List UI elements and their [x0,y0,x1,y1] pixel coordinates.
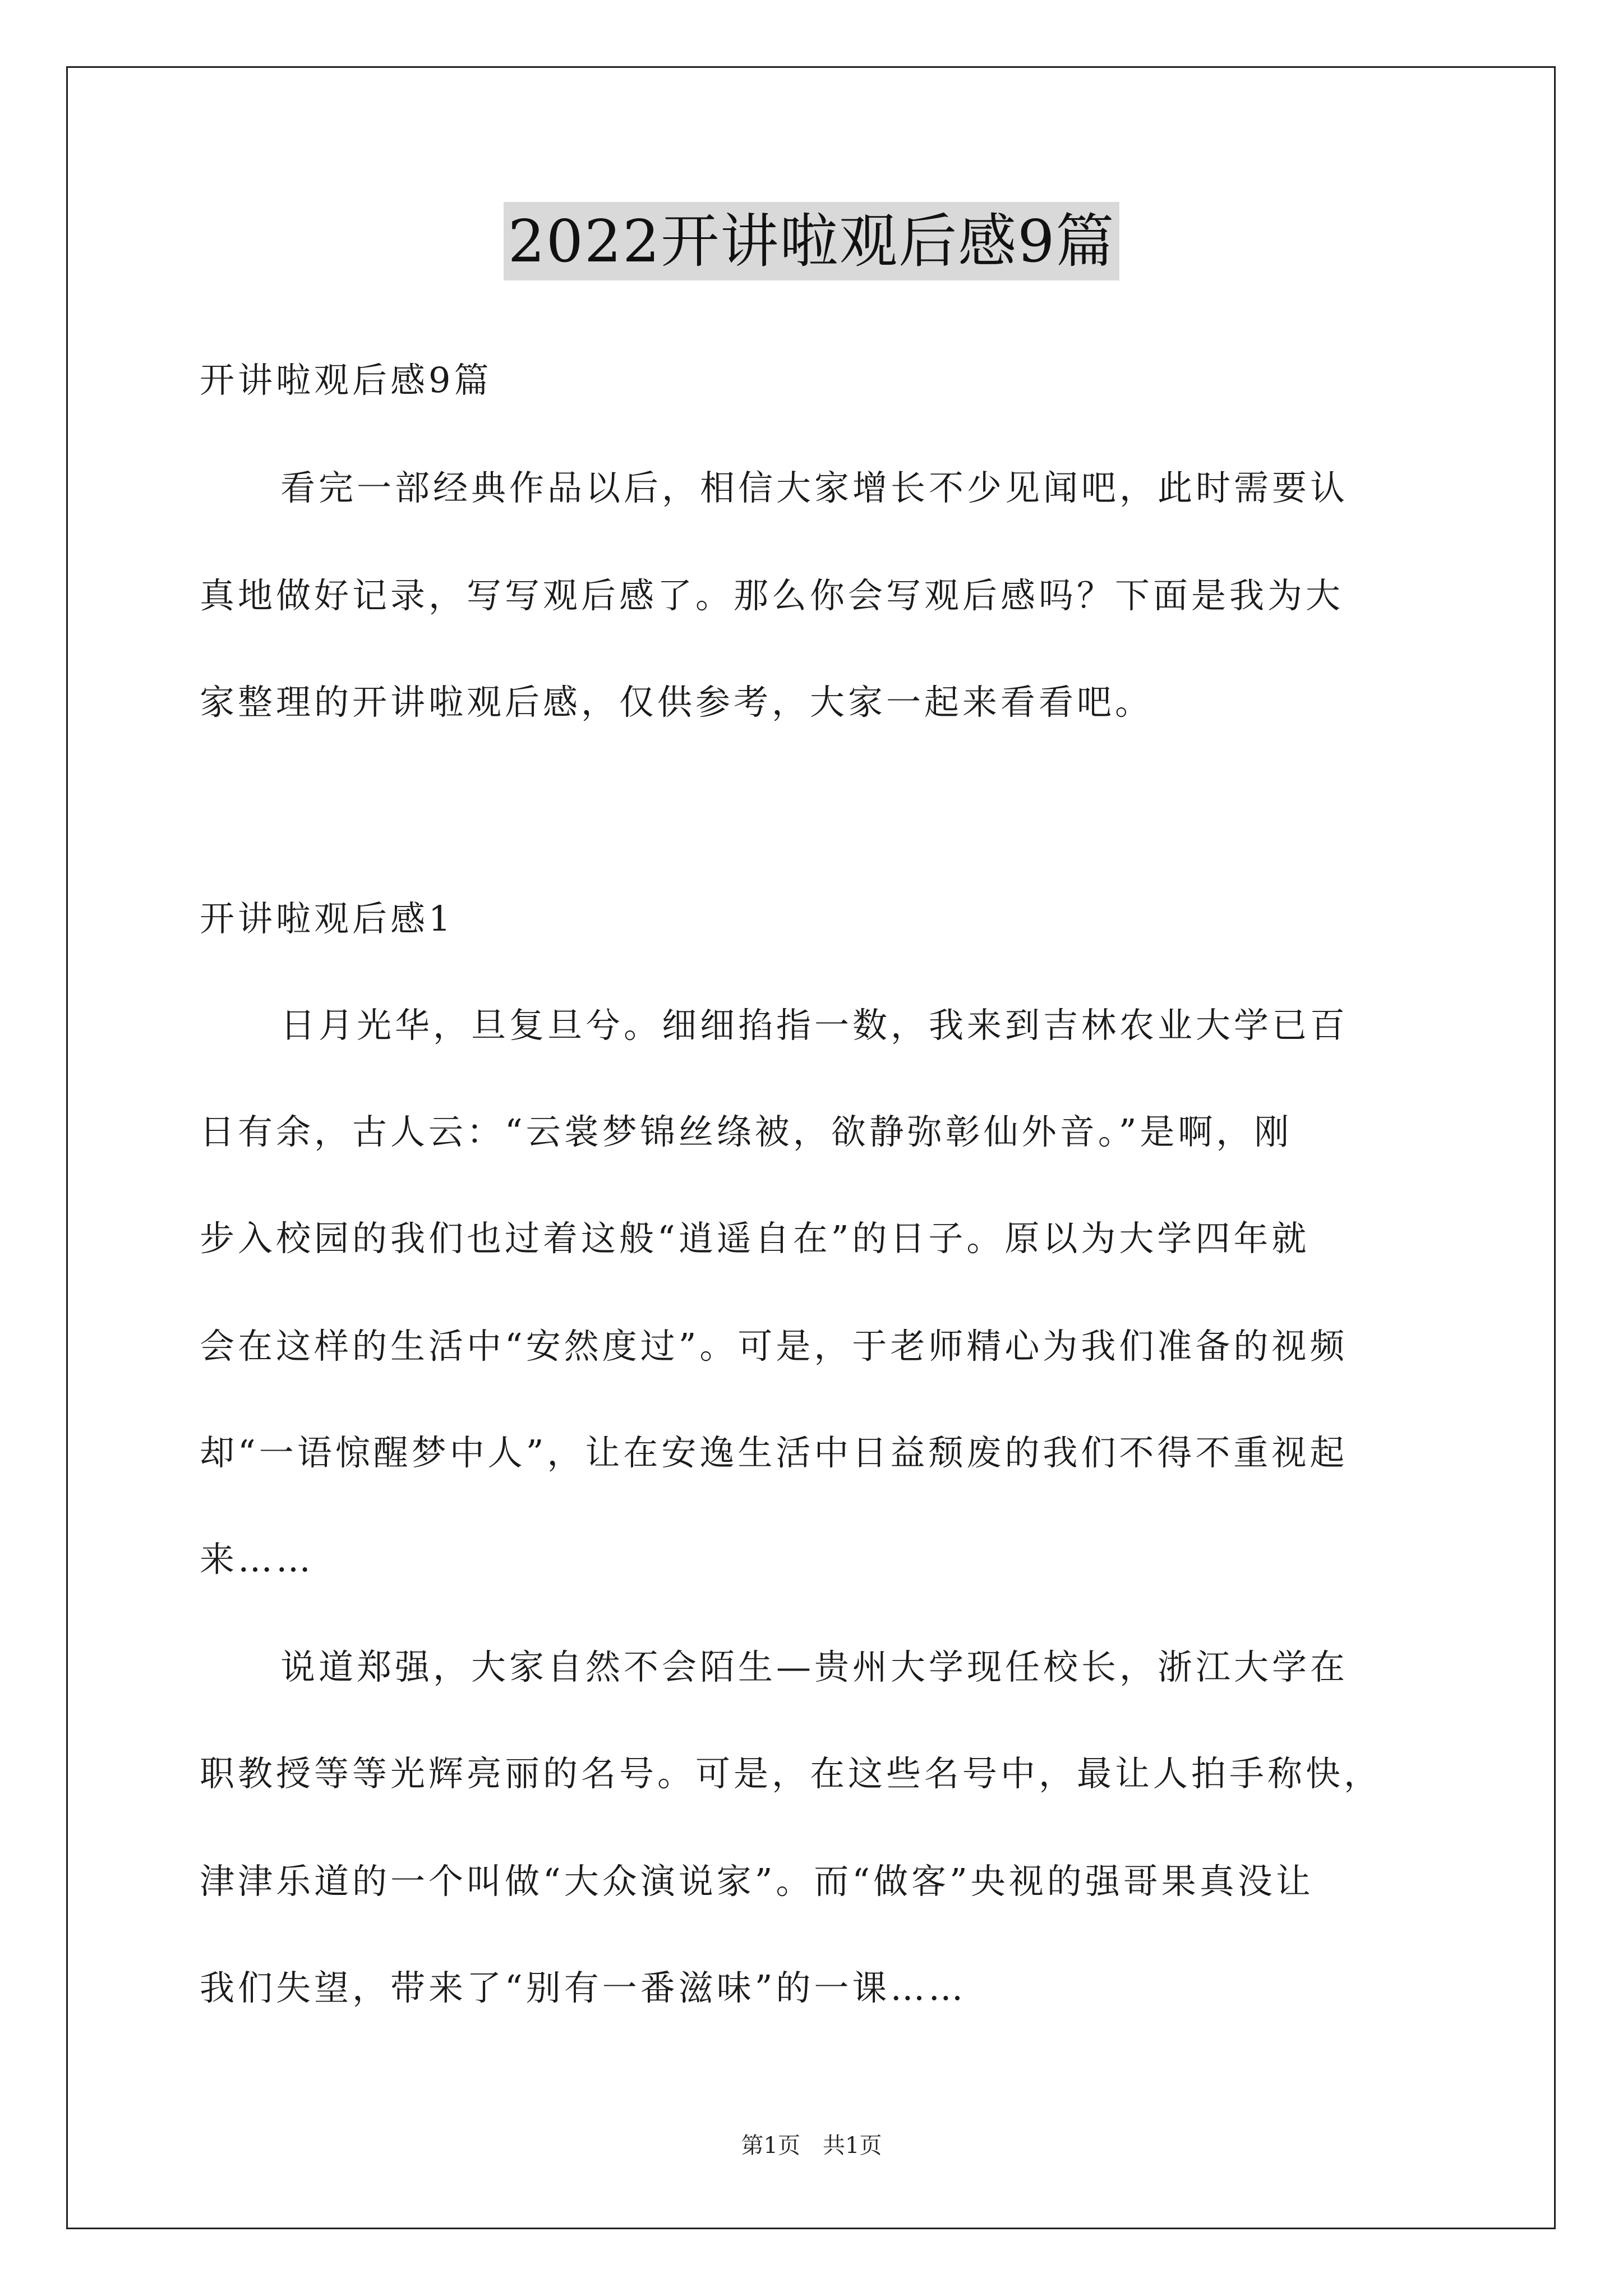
paragraph-line: 日有余，古人云：“云裳梦锦丝绦被，欲静弥彰仙外音。”是啊，刚 [200,1111,1293,1152]
document-subtitle: 开讲啦观后感9篇 [200,360,492,401]
page-footer: 第1页 共1页 [741,2133,882,2159]
paragraph-line: 却“一语惊醒梦中人”，让在安逸生活中日益颓废的我们不得不重视起 [200,1432,1348,1473]
intro-line: 真地做好记录，写写观后感了。那么你会写观后感吗？下面是我为大 [200,575,1344,616]
document-title: 2022开讲啦观后感9篇 [504,202,1120,280]
paragraph-line: 我们失望，带来了“别有一番滋味”的一课…… [200,1967,967,2008]
paragraph-line: 来…… [200,1539,315,1580]
intro-line: 家整理的开讲啦观后感，仅供参考，大家一起来看看吧。 [200,682,1154,723]
paragraph-line: 步入校园的我们也过着这般“逍遥自在”的日子。原以为大学四年就 [200,1218,1310,1259]
paragraph-line: 说道郑强，大家自然不会陌生—贵州大学现任校长，浙江大学在 [280,1646,1349,1687]
intro-line: 看完一部经典作品以后，相信大家增长不少见闻吧，此时需要认 [280,467,1349,508]
section-heading: 开讲啦观后感1 [200,898,454,939]
paragraph-line: 津津乐道的一个叫做“大众演说家”。而“做客”央视的强哥果真没让 [200,1861,1314,1902]
paragraph-line: 职教授等等光辉亮丽的名号。可是，在这些名号中，最让人拍手称快， [200,1753,1382,1794]
paragraph-line: 日月光华，旦复旦兮。细细掐指一数，我来到吉林农业大学已百 [280,1005,1349,1046]
title-wrap [0,202,1623,280]
paragraph-line: 会在这样的生活中“安然度过”。可是，于老师精心为我们准备的视频 [200,1326,1348,1366]
